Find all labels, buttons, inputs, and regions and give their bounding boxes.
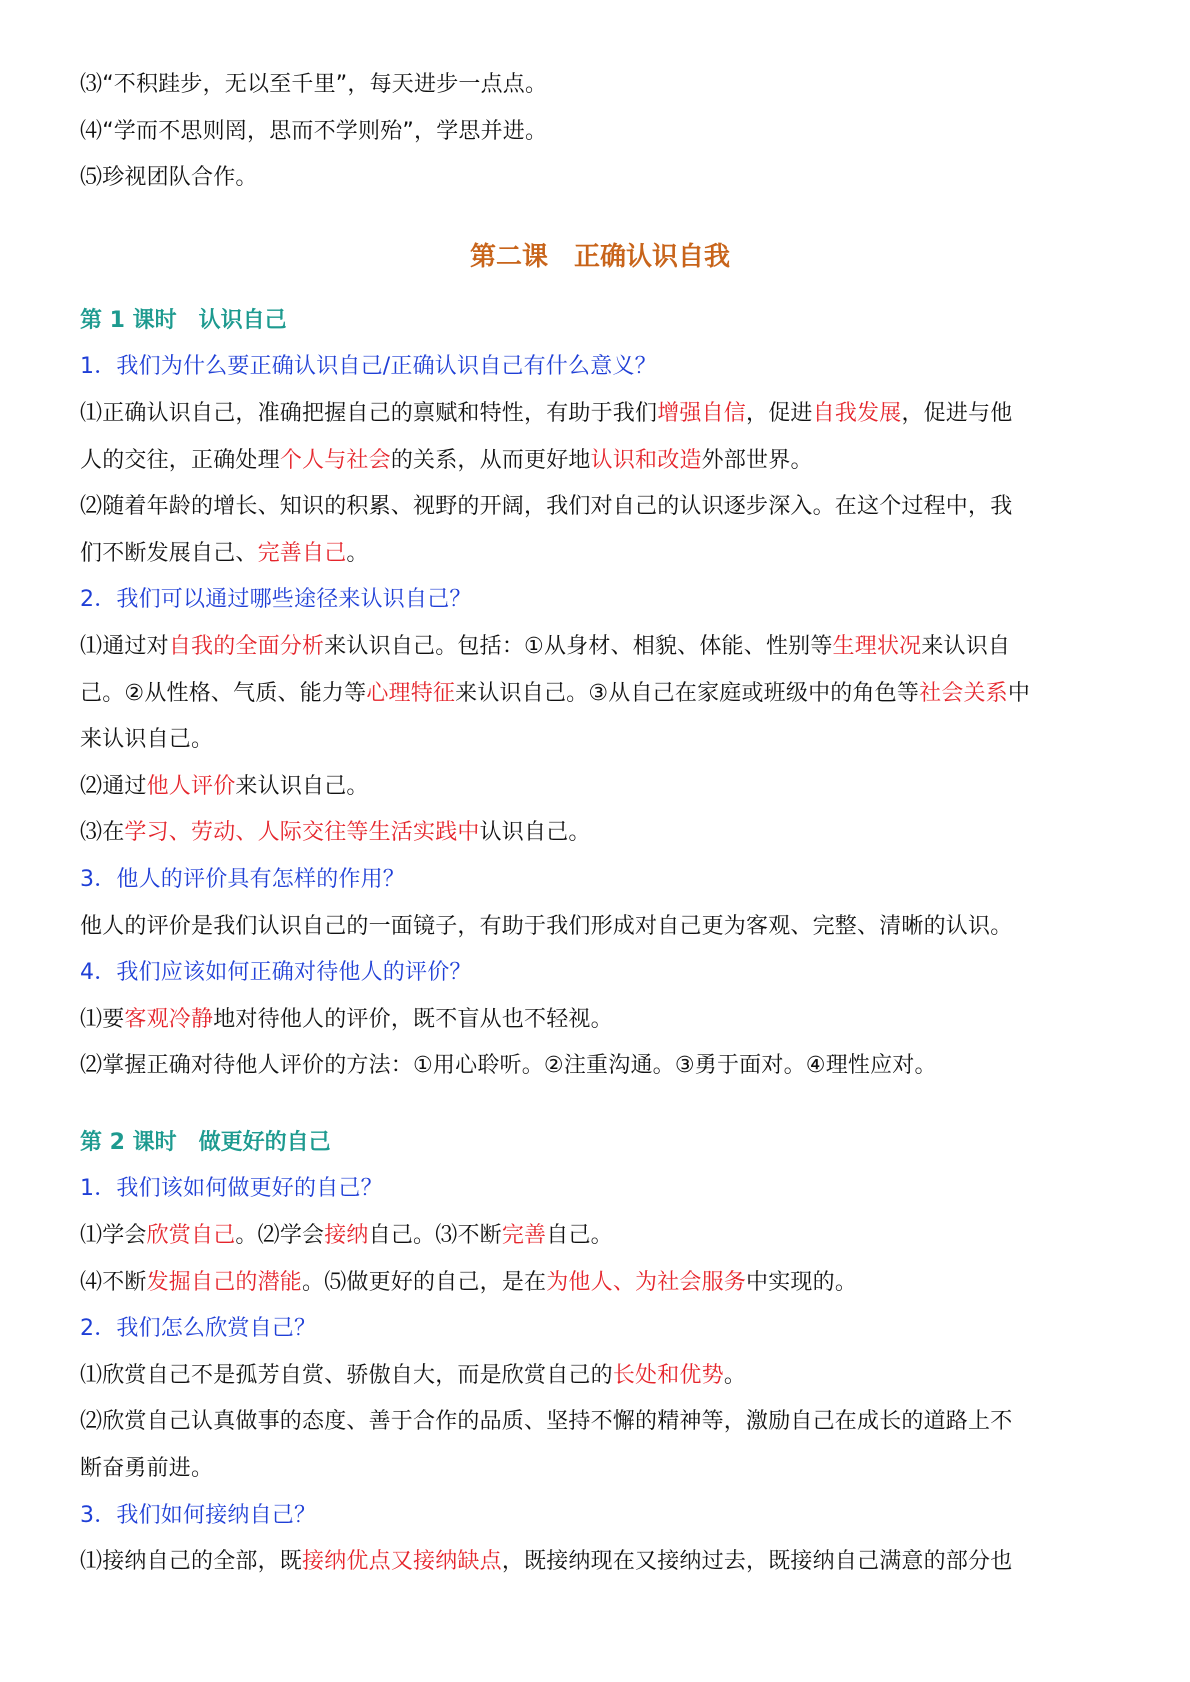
text-segment: 自己。⑶不断 (368, 1223, 502, 1249)
answer-line (80, 997, 1120, 1044)
key-phrase: 接纳优点又接纳缺点 (302, 1549, 502, 1575)
text-segment: 中实现的。 (746, 1269, 858, 1295)
text-segment: 外部世界。 (701, 447, 813, 473)
answer-line (80, 1539, 1120, 1586)
lesson-title: 第 2 课时 做更好的自己 (80, 1129, 331, 1155)
answer-line (80, 810, 1120, 857)
lesson-title: 第 1 课时 认识自己 (80, 307, 287, 333)
question: 1．我们该如何做更好的自己？ (80, 1176, 383, 1202)
answer-line: 断奋勇前进。 (80, 1456, 214, 1482)
text-segment: ⑷不断 (80, 1269, 147, 1295)
spacer (80, 1090, 1120, 1120)
key-phrase: 心理特征 (366, 680, 456, 706)
text-line: ⑶“不积跬步，无以至千里”，每天进步一点点。 (80, 72, 548, 97)
key-phrase: 完善 (501, 1223, 547, 1249)
answer-line: ⑵掌握正确对待他人评价的方法：①用心聆听。②注重沟通。③勇于面对。④理性应对。 (80, 1053, 937, 1079)
text-segment: 认识自己。 (479, 820, 591, 846)
text-segment: ⑴要 (80, 1006, 125, 1032)
key-phrase: 完善自己 (257, 540, 347, 566)
answer-line (80, 1260, 1120, 1307)
text-segment: 地对待他人的评价，既不盲从也不轻视。 (213, 1006, 613, 1032)
chapter-title: 第二课 正确认识自我 (469, 241, 730, 272)
text-segment: 来认识自己。③从自己在家庭或班级中的角色等 (455, 680, 920, 706)
answer-line: ⑵随着年龄的增长、知识的积累、视野的开阔，我们对自己的认识逐步深入。在这个过程中，我 (80, 494, 1013, 520)
answer-line (80, 624, 1120, 671)
text-segment: ⑶在 (80, 820, 125, 846)
key-phrase: 他人评价 (146, 773, 236, 799)
answer-line: 来认识自己。 (80, 727, 214, 753)
key-phrase: 长处和优势 (612, 1362, 724, 1388)
text-segment: 中 (1007, 680, 1031, 706)
answer-line: ⑵欣赏自己认真做事的态度、善于合作的品质、坚持不懈的精神等，激励自己在成长的道路上不 (80, 1409, 1013, 1435)
text-segment: ，促进 (746, 400, 813, 426)
text-segment: 自己。 (546, 1223, 613, 1249)
key-phrase: 生理状况 (832, 633, 922, 659)
text-segment: 的关系，从而更好地 (390, 447, 591, 473)
answer-line: 他人的评价是我们认识自己的一面镜子，有助于我们形成对自己更为客观、完整、清晰的认识。 (80, 913, 1013, 939)
key-phrase: 社会关系 (919, 680, 1008, 706)
text-line: ⑷“学而不思则罔，思而不学则殆”，学思并进。 (80, 118, 548, 144)
key-phrase: 欣赏自己 (146, 1223, 236, 1249)
question: 1．我们为什么要正确认识自己/正确认识自己有什么意义？ (80, 354, 657, 380)
text-segment: ⑴通过对 (80, 633, 169, 659)
answer-line (80, 671, 1120, 718)
key-phrase: 为他人、为社会服务 (546, 1269, 747, 1295)
text-segment: 来认识自己。包括：①从身材、相貌、体能、性别等 (324, 633, 833, 659)
question: 4．我们应该如何正确对待他人的评价？ (80, 960, 472, 986)
question: 3．他人的评价具有怎样的作用？ (80, 866, 405, 892)
text-segment: 来认识自己。 (235, 773, 369, 799)
text-segment: 。⑸做更好的自己，是在 (302, 1269, 547, 1295)
text-line: ⑸珍视团队合作。 (80, 165, 258, 191)
text-segment: ⑴欣赏自己不是孤芳自赏、骄傲自大，而是欣赏自己的 (80, 1362, 613, 1388)
text-segment: 。⑵学会 (235, 1223, 325, 1249)
key-phrase: 个人与社会 (279, 447, 391, 473)
text-segment: 们不断发展自己、 (80, 540, 258, 566)
text-segment: 人的交往，正确处理 (80, 447, 280, 473)
text-segment: 。 (346, 540, 369, 566)
answer-line (80, 1353, 1120, 1400)
text-segment: ⑴正确认识自己，准确把握自己的禀赋和特性，有助于我们 (80, 400, 658, 426)
text-segment: ⑵通过 (80, 773, 147, 799)
key-phrase: 接纳 (324, 1223, 369, 1249)
key-phrase: 认识和改造 (590, 447, 702, 473)
key-phrase: 自我的全面分析 (168, 633, 325, 659)
text-segment: ⑴学会 (80, 1223, 147, 1249)
answer-line (80, 1213, 1120, 1260)
key-phrase: 自我发展 (812, 400, 902, 426)
key-phrase: 发掘自己的潜能 (146, 1269, 303, 1295)
text-segment: 己。②从性格、气质、能力等 (80, 680, 367, 706)
document-page (80, 62, 1120, 1586)
answer-line (80, 531, 1120, 578)
answer-line (80, 764, 1120, 811)
question: 3．我们如何接纳自己？ (80, 1502, 317, 1528)
text-segment: ，既接纳现在又接纳过去，既接纳自己满意的部分也 (501, 1549, 1013, 1575)
text-segment: 来认识自 (921, 633, 1011, 659)
answer-line (80, 391, 1120, 438)
answer-line (80, 438, 1120, 485)
question: 2．我们怎么欣赏自己？ (80, 1316, 317, 1342)
key-phrase: 增强自信 (657, 400, 747, 426)
key-phrase: 学习、劳动、人际交往等生活实践中 (124, 820, 480, 846)
text-segment: ⑴接纳自己的全部，既 (80, 1549, 303, 1575)
text-segment: ，促进与他 (901, 400, 1013, 426)
key-phrase: 客观冷静 (124, 1006, 214, 1032)
question: 2．我们可以通过哪些途径来认识自己？ (80, 587, 472, 613)
text-segment: 。 (723, 1362, 747, 1388)
